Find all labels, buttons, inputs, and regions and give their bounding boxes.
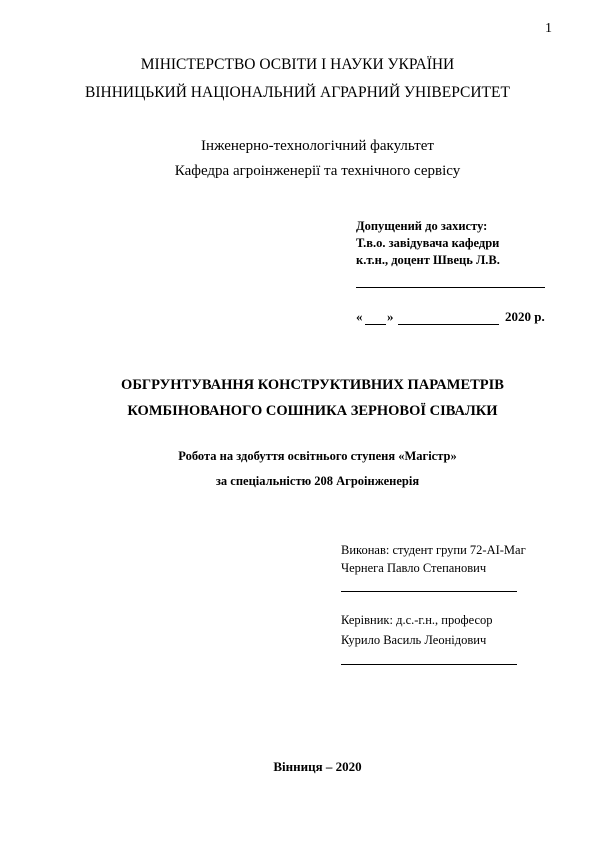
date-day-blank xyxy=(365,324,386,325)
approval-line-2: Т.в.о. завідувача кафедри xyxy=(356,236,500,250)
approval-line-1: Допущений до захисту: xyxy=(356,219,488,233)
work-description-line-1: Робота на здобуття освітнього ступеня «Магістр» xyxy=(178,449,457,463)
work-description-line-2: за спеціальністю 208 Агроінженерія xyxy=(215,474,420,488)
approval-line-3: к.т.н., доцент Швець Л.В. xyxy=(356,253,500,267)
faculty-name: Інженерно-технологічний факультет xyxy=(201,138,434,154)
signature-line xyxy=(356,287,545,288)
date-year: 2020 р. xyxy=(505,309,545,324)
thesis-title-line-1: ОБГРУНТУВАННЯ КОНСТРУКТИВНИХ ПАРАМЕТРІВ xyxy=(121,377,504,393)
date-month-blank xyxy=(398,324,499,325)
supervisor-signature-line xyxy=(341,664,517,665)
performer-line-2: Чернега Павло Степанович xyxy=(341,561,487,575)
performer-signature-line xyxy=(341,591,517,592)
thesis-title-line-2: КОМБІНОВАНОГО СОШНИКА ЗЕРНОВОЇ СІВАЛКИ xyxy=(127,403,498,419)
department-name: Кафедра агроінженерії та технічного сервісу xyxy=(174,163,461,179)
university-heading: ВІННИЦЬКИЙ НАЦІОНАЛЬНИЙ АГРАРНИЙ УНІВЕРСИТЕТ xyxy=(85,84,510,101)
footer-city-year: Вінниця – 2020 xyxy=(273,759,362,774)
performer-line-1: Виконав: студент групи 72-АІ-Маг xyxy=(341,543,526,557)
date-open-quote: « xyxy=(356,309,363,324)
supervisor-line-2: Курило Василь Леонідович xyxy=(341,633,487,647)
ministry-heading: МІНІСТЕРСТВО ОСВІТИ І НАУКИ УКРАЇНИ xyxy=(140,56,455,73)
supervisor-line-1: Керівник: д.с.-г.н., професор xyxy=(341,613,493,627)
date-close-quote: » xyxy=(387,309,394,324)
page-number: 1 xyxy=(545,21,552,36)
